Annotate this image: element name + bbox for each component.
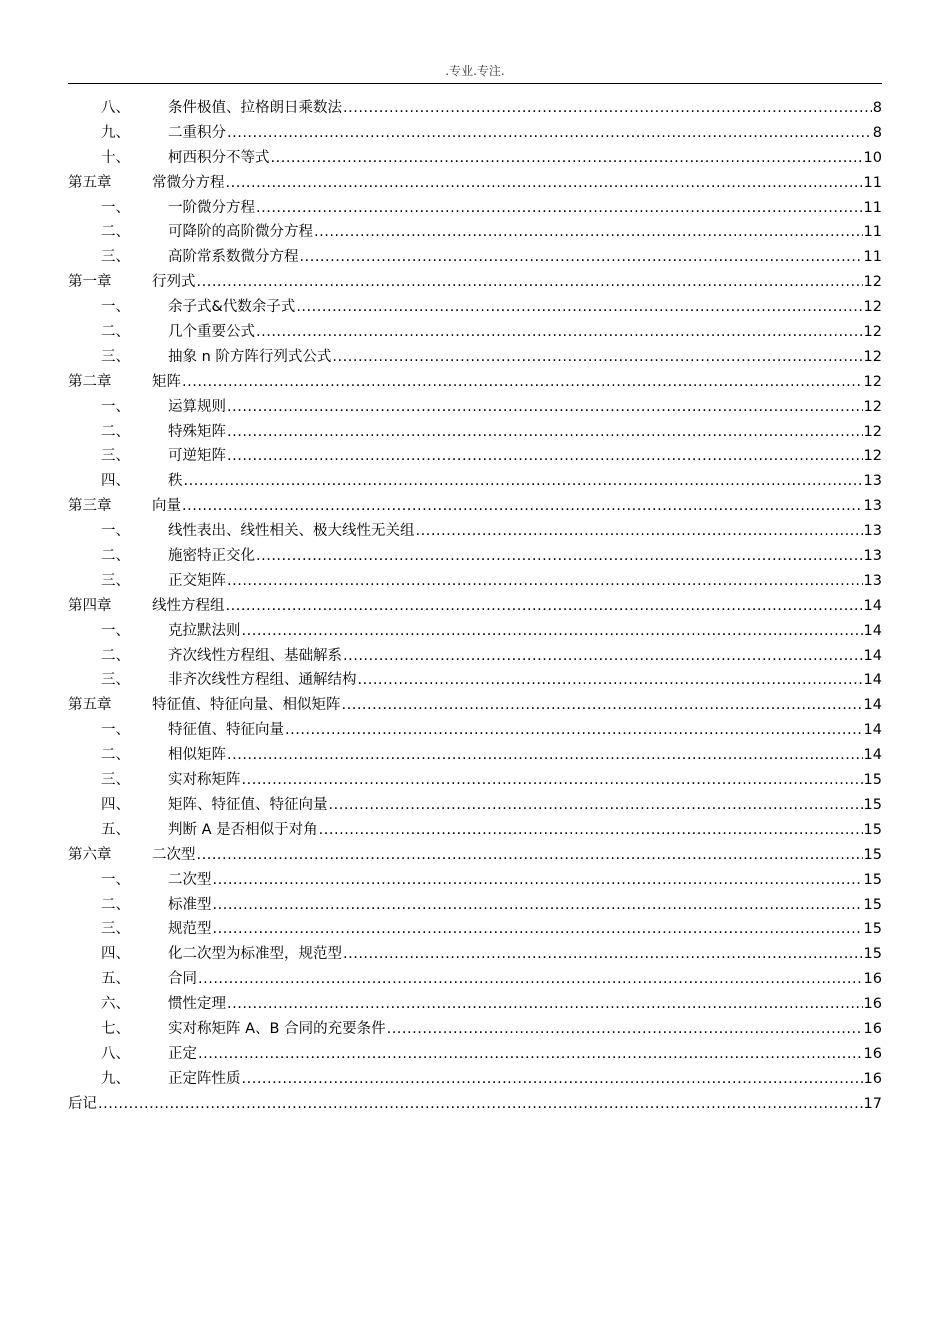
toc-dot-leader xyxy=(343,942,863,967)
toc-entry-number: 三、 xyxy=(101,448,130,465)
toc-dot-leader xyxy=(319,818,863,843)
toc-entry-page-number: 15 xyxy=(863,796,882,813)
toc-entry-title: 抽象 n 阶方阵行列式公式 xyxy=(168,348,332,365)
toc-entry-number: 第五章 xyxy=(68,697,112,714)
toc-entry[interactable] xyxy=(68,644,882,669)
toc-entry[interactable] xyxy=(68,270,882,295)
toc-entry-number: 一、 xyxy=(101,622,130,639)
toc-entry-title: 后记 xyxy=(68,1095,97,1112)
toc-entry[interactable] xyxy=(68,668,882,693)
toc-entry-number: 二、 xyxy=(101,548,130,565)
toc-entry-title: 标准型 xyxy=(168,896,212,913)
toc-entry-number: 四、 xyxy=(101,946,130,963)
toc-entry-page-number: 12 xyxy=(863,324,882,341)
toc-entry-page-number: 15 xyxy=(863,946,882,963)
toc-entry-title: 可降阶的高阶微分方程 xyxy=(168,224,313,241)
toc-entry[interactable] xyxy=(68,121,882,146)
toc-dot-leader xyxy=(227,121,872,146)
toc-entry-page-number: 11 xyxy=(863,249,882,266)
toc-dot-leader xyxy=(198,1042,863,1067)
toc-dot-leader xyxy=(242,1067,863,1092)
toc-entry[interactable] xyxy=(68,1092,882,1117)
toc-dot-leader xyxy=(314,220,863,245)
toc-entry-title: 行列式 xyxy=(152,274,196,291)
toc-entry-title: 合同 xyxy=(168,971,197,988)
toc-dot-leader xyxy=(416,519,863,544)
toc-entry-page-number: 11 xyxy=(863,174,882,191)
toc-entry-page-number: 12 xyxy=(863,423,882,440)
toc-dot-leader xyxy=(387,1017,863,1042)
toc-entry[interactable] xyxy=(68,370,882,395)
toc-dot-leader xyxy=(227,992,863,1017)
toc-entry-page-number: 16 xyxy=(863,1070,882,1087)
toc-entry-number: 九、 xyxy=(101,124,130,141)
toc-entry-title: 规范型 xyxy=(168,921,212,938)
toc-entry-title: 特征值、特征向量 xyxy=(168,722,284,739)
toc-entry-page-number: 16 xyxy=(863,1020,882,1037)
toc-entry-number: 第六章 xyxy=(68,846,112,863)
toc-entry[interactable] xyxy=(68,594,882,619)
toc-entry-number: 五、 xyxy=(101,821,130,838)
toc-entry-number: 一、 xyxy=(101,722,130,739)
toc-dot-leader xyxy=(182,370,863,395)
toc-entry-number: 三、 xyxy=(101,772,130,789)
toc-entry-page-number: 14 xyxy=(863,672,882,689)
toc-entry[interactable] xyxy=(68,494,882,519)
toc-dot-leader xyxy=(358,668,863,693)
toc-dot-leader xyxy=(242,619,863,644)
toc-entry-number: 八、 xyxy=(101,1045,130,1062)
toc-entry[interactable] xyxy=(68,893,882,918)
toc-entry-page-number: 13 xyxy=(863,572,882,589)
toc-entry-page-number: 16 xyxy=(863,971,882,988)
toc-entry-title: 向量 xyxy=(152,498,181,515)
toc-entry[interactable] xyxy=(68,395,882,420)
toc-entry-number: 第三章 xyxy=(68,498,112,515)
toc-entry-number: 三、 xyxy=(101,921,130,938)
toc-entry-title: 柯西积分不等式 xyxy=(168,149,270,166)
toc-entry[interactable] xyxy=(68,868,882,893)
toc-entry-page-number: 17 xyxy=(863,1095,882,1112)
toc-entry-page-number: 15 xyxy=(863,846,882,863)
toc-entry-page-number: 14 xyxy=(863,622,882,639)
toc-dot-leader xyxy=(285,718,863,743)
toc-entry-number: 第二章 xyxy=(68,373,112,390)
toc-entry-page-number: 15 xyxy=(863,921,882,938)
toc-entry-title: 矩阵、特征值、特征向量 xyxy=(168,796,328,813)
toc-entry-page-number: 12 xyxy=(863,448,882,465)
toc-dot-leader xyxy=(226,171,863,196)
toc-entry-title: 高阶常系数微分方程 xyxy=(168,249,299,266)
toc-entry[interactable] xyxy=(68,295,882,320)
toc-entry-title: 常微分方程 xyxy=(152,174,225,191)
table-of-contents xyxy=(68,96,882,1117)
toc-entry-page-number: 16 xyxy=(863,996,882,1013)
toc-entry-number: 七、 xyxy=(101,1020,130,1037)
toc-entry-page-number: 14 xyxy=(863,597,882,614)
toc-entry-number: 一、 xyxy=(101,299,130,316)
toc-dot-leader xyxy=(256,544,863,569)
toc-entry-number: 四、 xyxy=(101,473,130,490)
toc-entry[interactable] xyxy=(68,843,882,868)
toc-entry-page-number: 10 xyxy=(863,149,882,166)
toc-entry-number: 二、 xyxy=(101,324,130,341)
toc-entry-title: 施密特正交化 xyxy=(168,548,255,565)
toc-entry-number: 二、 xyxy=(101,896,130,913)
toc-entry-number: 九、 xyxy=(101,1070,130,1087)
toc-dot-leader xyxy=(197,843,863,868)
toc-dot-leader xyxy=(342,693,863,718)
toc-entry-number: 第一章 xyxy=(68,274,112,291)
toc-entry[interactable] xyxy=(68,245,882,270)
toc-entry-number: 三、 xyxy=(101,249,130,266)
toc-entry-page-number: 12 xyxy=(863,299,882,316)
toc-entry-title: 二次型 xyxy=(168,871,212,888)
toc-entry-title: 实对称矩阵 xyxy=(168,772,241,789)
toc-entry-title: 相似矩阵 xyxy=(168,747,226,764)
toc-entry-number: 二、 xyxy=(101,747,130,764)
toc-entry-title: 化二次型为标准型，规范型 xyxy=(168,946,342,963)
toc-entry[interactable] xyxy=(68,1042,882,1067)
toc-entry-title: 实对称矩阵 A、B 合同的充要条件 xyxy=(168,1020,386,1037)
toc-entry-number: 二、 xyxy=(101,224,130,241)
toc-entry-number: 二、 xyxy=(101,423,130,440)
toc-entry-number: 一、 xyxy=(101,523,130,540)
toc-entry[interactable] xyxy=(68,793,882,818)
toc-dot-leader xyxy=(213,868,863,893)
toc-entry-number: 二、 xyxy=(101,647,130,664)
toc-entry-title: 可逆矩阵 xyxy=(168,448,226,465)
toc-entry-title: 条件极值、拉格朗日乘数法 xyxy=(168,100,342,116)
toc-dot-leader xyxy=(184,469,863,494)
toc-entry-page-number: 14 xyxy=(863,647,882,664)
toc-entry[interactable] xyxy=(68,444,882,469)
toc-entry[interactable] xyxy=(68,818,882,843)
toc-entry-title: 惯性定理 xyxy=(168,996,226,1013)
toc-entry[interactable] xyxy=(68,345,882,370)
toc-dot-leader xyxy=(329,793,863,818)
toc-entry-title: 运算规则 xyxy=(168,398,226,415)
toc-entry-title: 线性方程组 xyxy=(152,597,225,614)
toc-entry-page-number: 12 xyxy=(863,398,882,415)
toc-entry-number: 一、 xyxy=(101,871,130,888)
toc-entry-number: 五、 xyxy=(101,971,130,988)
header-text: .专业.专注. xyxy=(445,64,505,78)
toc-entry[interactable] xyxy=(68,220,882,245)
toc-entry-title: 线性表出、线性相关、极大线性无关组 xyxy=(168,523,415,540)
toc-dot-leader xyxy=(227,420,863,445)
toc-entry[interactable] xyxy=(68,619,882,644)
toc-entry-page-number: 15 xyxy=(863,821,882,838)
toc-entry[interactable] xyxy=(68,320,882,345)
toc-entry-title: 克拉默法则 xyxy=(168,622,241,639)
toc-entry[interactable] xyxy=(68,569,882,594)
toc-entry-page-number: 8 xyxy=(872,100,882,116)
toc-dot-leader xyxy=(242,768,863,793)
toc-entry-title: 一阶微分方程 xyxy=(168,199,255,216)
toc-entry[interactable] xyxy=(68,420,882,445)
toc-entry-number: 八、 xyxy=(101,100,130,116)
toc-entry-number: 一、 xyxy=(101,398,130,415)
toc-dot-leader xyxy=(296,295,862,320)
toc-entry[interactable] xyxy=(68,171,882,196)
toc-entry-page-number: 16 xyxy=(863,1045,882,1062)
toc-entry-page-number: 11 xyxy=(863,199,882,216)
toc-entry[interactable] xyxy=(68,146,882,171)
toc-entry-page-number: 15 xyxy=(863,871,882,888)
toc-entry[interactable] xyxy=(68,1067,882,1092)
toc-dot-leader xyxy=(98,1092,863,1117)
toc-entry-title: 秩 xyxy=(168,473,183,490)
toc-entry[interactable] xyxy=(68,693,882,718)
toc-entry-page-number: 13 xyxy=(863,523,882,540)
toc-entry-title: 正定 xyxy=(168,1045,197,1062)
toc-dot-leader xyxy=(343,644,863,669)
toc-entry-page-number: 8 xyxy=(872,124,882,141)
toc-entry[interactable] xyxy=(68,917,882,942)
toc-entry[interactable] xyxy=(68,469,882,494)
toc-dot-leader xyxy=(256,196,863,221)
toc-dot-leader xyxy=(182,494,863,519)
toc-entry-page-number: 12 xyxy=(863,348,882,365)
toc-entry-page-number: 14 xyxy=(863,697,882,714)
toc-dot-leader xyxy=(227,743,863,768)
toc-dot-leader xyxy=(271,146,863,171)
toc-entry-title: 二重积分 xyxy=(168,124,226,141)
toc-entry-title: 特殊矩阵 xyxy=(168,423,226,440)
toc-entry-title: 正交矩阵 xyxy=(168,572,226,589)
toc-entry[interactable] xyxy=(68,768,882,793)
toc-entry-page-number: 15 xyxy=(863,896,882,913)
toc-entry-page-number: 14 xyxy=(863,747,882,764)
toc-dot-leader xyxy=(332,345,862,370)
toc-entry-page-number: 13 xyxy=(863,473,882,490)
page-header xyxy=(68,62,882,84)
toc-dot-leader xyxy=(198,967,863,992)
toc-dot-leader xyxy=(300,245,863,270)
toc-dot-leader xyxy=(343,96,872,121)
toc-entry[interactable] xyxy=(68,942,882,967)
toc-entry-title: 余子式&代数余子式 xyxy=(168,299,296,316)
toc-dot-leader xyxy=(227,444,863,469)
toc-entry-page-number: 13 xyxy=(863,498,882,515)
toc-entry-number: 第五章 xyxy=(68,174,112,191)
toc-entry-number: 一、 xyxy=(101,199,130,216)
toc-dot-leader xyxy=(226,594,863,619)
toc-entry-title: 矩阵 xyxy=(152,373,181,390)
toc-entry-page-number: 12 xyxy=(863,274,882,291)
toc-entry-page-number: 12 xyxy=(863,373,882,390)
toc-dot-leader xyxy=(256,320,863,345)
toc-entry-title: 特征值、特征向量、相似矩阵 xyxy=(152,697,341,714)
toc-dot-leader xyxy=(197,270,863,295)
toc-entry[interactable] xyxy=(68,992,882,1017)
toc-entry[interactable] xyxy=(68,967,882,992)
toc-entry-number: 三、 xyxy=(101,672,130,689)
toc-entry[interactable] xyxy=(68,96,882,121)
toc-dot-leader xyxy=(227,569,863,594)
toc-entry-number: 第四章 xyxy=(68,597,112,614)
toc-entry[interactable] xyxy=(68,519,882,544)
toc-entry[interactable] xyxy=(68,196,882,221)
toc-entry[interactable] xyxy=(68,544,882,569)
toc-dot-leader xyxy=(213,917,863,942)
toc-entry-title: 几个重要公式 xyxy=(168,324,255,341)
toc-entry-number: 三、 xyxy=(101,348,130,365)
toc-entry[interactable] xyxy=(68,718,882,743)
toc-entry-number: 四、 xyxy=(101,796,130,813)
toc-entry-title: 齐次线性方程组、基础解系 xyxy=(168,647,342,664)
toc-entry-number: 三、 xyxy=(101,572,130,589)
toc-entry-page-number: 11 xyxy=(863,224,882,241)
toc-dot-leader xyxy=(227,395,863,420)
toc-entry-title: 非齐次线性方程组、通解结构 xyxy=(168,672,357,689)
toc-entry-page-number: 13 xyxy=(863,548,882,565)
toc-entry[interactable] xyxy=(68,1017,882,1042)
toc-entry-number: 六、 xyxy=(101,996,130,1013)
toc-entry-title: 二次型 xyxy=(152,846,196,863)
toc-entry-page-number: 15 xyxy=(863,772,882,789)
toc-dot-leader xyxy=(213,893,863,918)
toc-entry-number: 十、 xyxy=(101,149,130,166)
toc-entry-title: 正定阵性质 xyxy=(168,1070,241,1087)
toc-entry-page-number: 14 xyxy=(863,722,882,739)
toc-entry[interactable] xyxy=(68,743,882,768)
toc-entry-title: 判断 A 是否相似于对角 xyxy=(168,821,318,838)
